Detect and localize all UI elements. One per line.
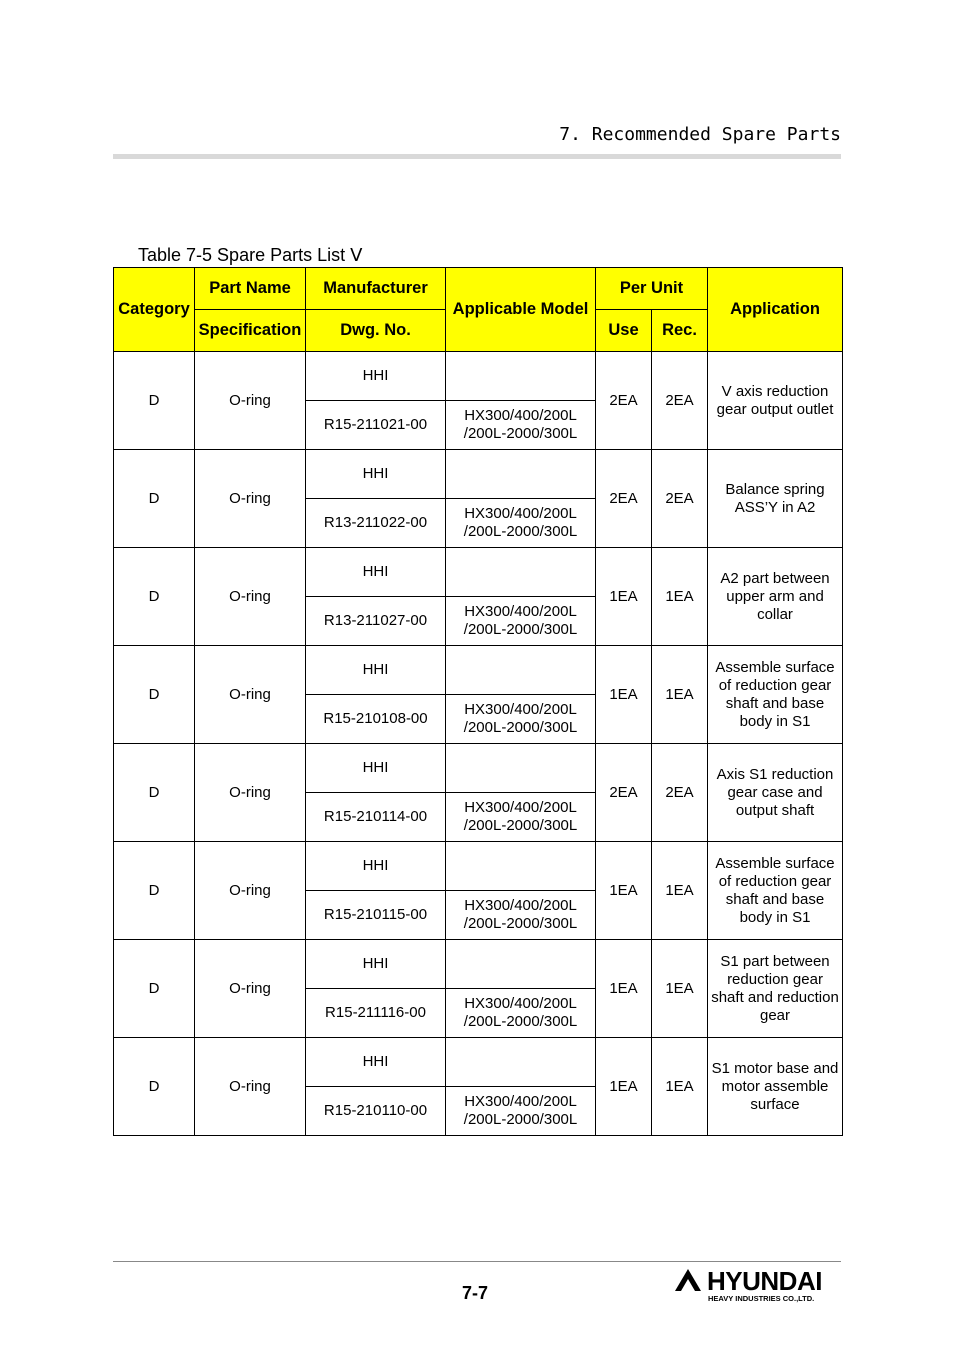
model-cell-empty bbox=[446, 450, 596, 499]
category-cell: D bbox=[114, 744, 195, 842]
use-cell: 1EA bbox=[596, 548, 652, 646]
header-rule bbox=[113, 154, 841, 159]
application-cell: S1 part between reduction gear shaft and reduction gear bbox=[708, 940, 843, 1038]
category-cell: D bbox=[114, 1038, 195, 1136]
model-cell-empty bbox=[446, 1038, 596, 1087]
table-row bbox=[114, 842, 843, 891]
application-cell: V axis reduction gear output outlet bbox=[708, 352, 843, 450]
applicable-model-cell: HX300/400/200L /200L-2000/300L bbox=[446, 891, 596, 940]
model-cell-empty bbox=[446, 548, 596, 597]
manufacturer-cell: HHI bbox=[306, 450, 446, 499]
category-cell: D bbox=[114, 646, 195, 744]
dwg-no-cell: R15-210108-00 bbox=[306, 695, 446, 744]
chapter-title: 7. Recommended Spare Parts bbox=[559, 124, 841, 145]
dwg-no-cell: R15-210110-00 bbox=[306, 1087, 446, 1136]
header-per-unit: Per Unit bbox=[596, 268, 708, 310]
category-cell: D bbox=[114, 352, 195, 450]
part-name-cell: O-ring bbox=[195, 646, 306, 744]
rec-cell: 2EA bbox=[652, 744, 708, 842]
rec-cell: 1EA bbox=[652, 1038, 708, 1136]
table-row bbox=[114, 352, 843, 401]
use-cell: 2EA bbox=[596, 744, 652, 842]
application-cell: S1 motor base and motor assemble surface bbox=[708, 1038, 843, 1136]
applicable-model-cell: HX300/400/200L /200L-2000/300L bbox=[446, 989, 596, 1038]
application-cell: Axis S1 reduction gear case and output shaft bbox=[708, 744, 843, 842]
applicable-model-cell: HX300/400/200L /200L-2000/300L bbox=[446, 793, 596, 842]
use-cell: 1EA bbox=[596, 842, 652, 940]
part-name-cell: O-ring bbox=[195, 352, 306, 450]
category-cell: D bbox=[114, 450, 195, 548]
model-cell-empty bbox=[446, 352, 596, 401]
model-cell-empty bbox=[446, 940, 596, 989]
manufacturer-cell: HHI bbox=[306, 548, 446, 597]
header-use: Use bbox=[596, 310, 652, 352]
table-row bbox=[114, 744, 843, 793]
header-specification: Specification bbox=[195, 310, 306, 352]
dwg-no-cell: R15-211021-00 bbox=[306, 401, 446, 450]
model-cell-empty bbox=[446, 646, 596, 695]
applicable-model-cell: HX300/400/200L /200L-2000/300L bbox=[446, 695, 596, 744]
application-cell: Assemble surface of reduction gear shaft and base body in S1 bbox=[708, 842, 843, 940]
application-cell: A2 part between upper arm and collar bbox=[708, 548, 843, 646]
table-row bbox=[114, 1038, 843, 1087]
header-part-name: Part Name bbox=[195, 268, 306, 310]
category-cell: D bbox=[114, 548, 195, 646]
table-row bbox=[114, 940, 843, 989]
part-name-cell: O-ring bbox=[195, 548, 306, 646]
applicable-model-cell: HX300/400/200L /200L-2000/300L bbox=[446, 401, 596, 450]
applicable-model-cell: HX300/400/200L /200L-2000/300L bbox=[446, 1087, 596, 1136]
part-name-cell: O-ring bbox=[195, 1038, 306, 1136]
use-cell: 2EA bbox=[596, 352, 652, 450]
logo-subtitle: HEAVY INDUSTRIES CO.,LTD. bbox=[708, 1294, 815, 1303]
use-cell: 1EA bbox=[596, 1038, 652, 1136]
header-rec: Rec. bbox=[652, 310, 708, 352]
header-application: Application bbox=[708, 268, 843, 352]
table-row bbox=[114, 646, 843, 695]
logo-wordmark: HYUNDAI bbox=[707, 1268, 822, 1296]
applicable-model-cell: HX300/400/200L /200L-2000/300L bbox=[446, 499, 596, 548]
application-cell: Balance spring ASS’Y in A2 bbox=[708, 450, 843, 548]
part-name-cell: O-ring bbox=[195, 744, 306, 842]
part-name-cell: O-ring bbox=[195, 940, 306, 1038]
use-cell: 1EA bbox=[596, 940, 652, 1038]
footer-rule bbox=[113, 1261, 841, 1262]
header-category: Category bbox=[114, 268, 195, 352]
manufacturer-cell: HHI bbox=[306, 842, 446, 891]
manufacturer-cell: HHI bbox=[306, 940, 446, 989]
manufacturer-cell: HHI bbox=[306, 744, 446, 793]
rec-cell: 2EA bbox=[652, 450, 708, 548]
manufacturer-cell: HHI bbox=[306, 1038, 446, 1087]
applicable-model-cell: HX300/400/200L /200L-2000/300L bbox=[446, 597, 596, 646]
dwg-no-cell: R15-210114-00 bbox=[306, 793, 446, 842]
use-cell: 1EA bbox=[596, 646, 652, 744]
model-cell-empty bbox=[446, 744, 596, 793]
header-dwg-no: Dwg. No. bbox=[306, 310, 446, 352]
table-row bbox=[114, 450, 843, 499]
manufacturer-cell: HHI bbox=[306, 646, 446, 695]
header-manufacturer: Manufacturer bbox=[306, 268, 446, 310]
table-caption: Table 7-5 Spare Parts List Ⅴ bbox=[138, 245, 363, 265]
dwg-no-cell: R13-211027-00 bbox=[306, 597, 446, 646]
model-cell-empty bbox=[446, 842, 596, 891]
category-cell: D bbox=[114, 842, 195, 940]
application-cell: Assemble surface of reduction gear shaft and base body in S1 bbox=[708, 646, 843, 744]
dwg-no-cell: R15-210115-00 bbox=[306, 891, 446, 940]
page-number: 7-7 bbox=[462, 1283, 489, 1303]
part-name-cell: O-ring bbox=[195, 450, 306, 548]
use-cell: 2EA bbox=[596, 450, 652, 548]
table-row bbox=[114, 548, 843, 597]
spare-parts-table bbox=[113, 267, 843, 1136]
part-name-cell: O-ring bbox=[195, 842, 306, 940]
manufacturer-cell: HHI bbox=[306, 352, 446, 401]
rec-cell: 1EA bbox=[652, 842, 708, 940]
hyundai-logo bbox=[674, 1268, 836, 1304]
category-cell: D bbox=[114, 940, 195, 1038]
header-applicable-model: Applicable Model bbox=[446, 268, 596, 352]
dwg-no-cell: R13-211022-00 bbox=[306, 499, 446, 548]
dwg-no-cell: R15-211116-00 bbox=[306, 989, 446, 1038]
rec-cell: 1EA bbox=[652, 940, 708, 1038]
rec-cell: 1EA bbox=[652, 548, 708, 646]
rec-cell: 1EA bbox=[652, 646, 708, 744]
rec-cell: 2EA bbox=[652, 352, 708, 450]
